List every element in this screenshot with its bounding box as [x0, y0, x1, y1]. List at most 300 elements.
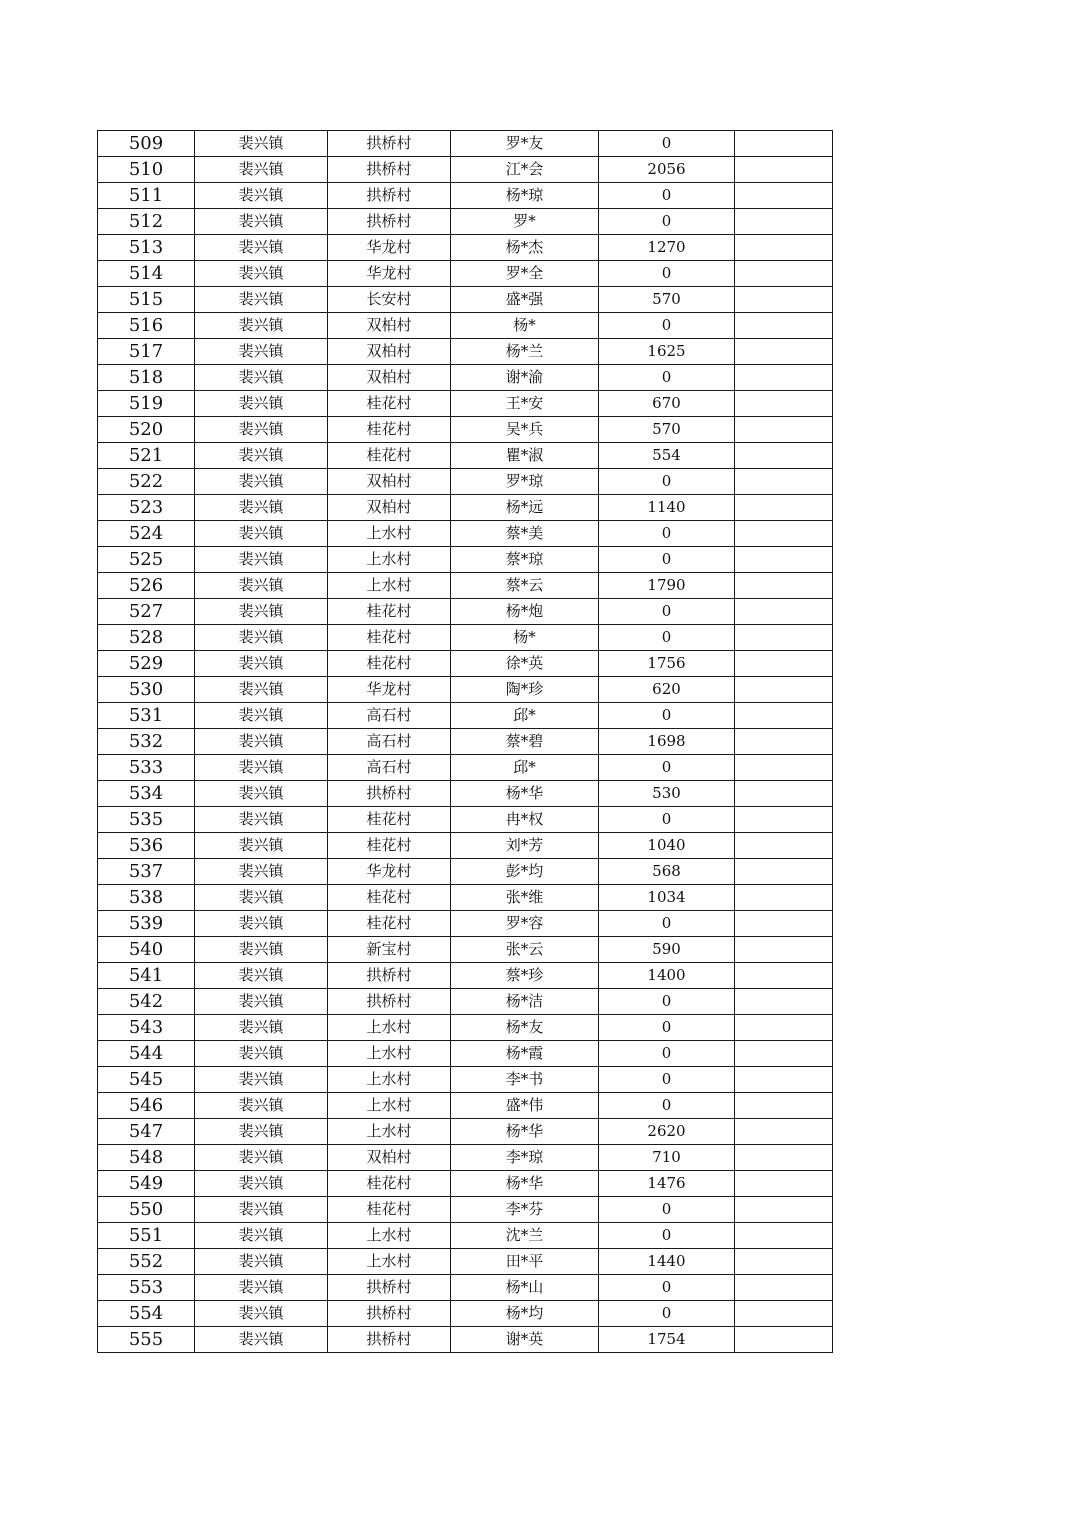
- row-number-cell: 522: [98, 469, 195, 495]
- village-cell: 桂花村: [328, 1197, 451, 1223]
- remark-cell: [735, 443, 833, 469]
- row-number-cell: 534: [98, 781, 195, 807]
- row-number-cell: 548: [98, 1145, 195, 1171]
- table-row: [98, 417, 833, 443]
- table-row: [98, 1275, 833, 1301]
- village-cell: 双柏村: [328, 313, 451, 339]
- name-cell: 谢*渝: [451, 365, 599, 391]
- row-number-cell: 546: [98, 1093, 195, 1119]
- remark-cell: [735, 235, 833, 261]
- village-cell: 上水村: [328, 573, 451, 599]
- town-cell: 裴兴镇: [195, 963, 328, 989]
- table-row: [98, 703, 833, 729]
- amount-cell: 2056: [599, 157, 735, 183]
- village-cell: 拱桥村: [328, 963, 451, 989]
- town-cell: 裴兴镇: [195, 157, 328, 183]
- remark-cell: [735, 1015, 833, 1041]
- remark-cell: [735, 1171, 833, 1197]
- amount-cell: 0: [599, 807, 735, 833]
- table-row: [98, 1197, 833, 1223]
- remark-cell: [735, 1223, 833, 1249]
- remark-cell: [735, 807, 833, 833]
- table-row: [98, 989, 833, 1015]
- remark-cell: [735, 937, 833, 963]
- table-row: [98, 235, 833, 261]
- remark-cell: [735, 1041, 833, 1067]
- amount-cell: 0: [599, 469, 735, 495]
- town-cell: 裴兴镇: [195, 755, 328, 781]
- amount-cell: 1698: [599, 729, 735, 755]
- amount-cell: 0: [599, 1197, 735, 1223]
- village-cell: 桂花村: [328, 625, 451, 651]
- remark-cell: [735, 729, 833, 755]
- table-row: [98, 599, 833, 625]
- remark-cell: [735, 885, 833, 911]
- village-cell: 桂花村: [328, 807, 451, 833]
- remark-cell: [735, 781, 833, 807]
- remark-cell: [735, 391, 833, 417]
- amount-cell: 1034: [599, 885, 735, 911]
- name-cell: 蔡*碧: [451, 729, 599, 755]
- town-cell: 裴兴镇: [195, 1275, 328, 1301]
- row-number-cell: 527: [98, 599, 195, 625]
- village-cell: 桂花村: [328, 391, 451, 417]
- amount-cell: 570: [599, 287, 735, 313]
- amount-cell: 1790: [599, 573, 735, 599]
- row-number-cell: 549: [98, 1171, 195, 1197]
- village-cell: 双柏村: [328, 339, 451, 365]
- row-number-cell: 521: [98, 443, 195, 469]
- table-row: [98, 963, 833, 989]
- village-cell: 桂花村: [328, 443, 451, 469]
- name-cell: 杨*友: [451, 1015, 599, 1041]
- row-number-cell: 519: [98, 391, 195, 417]
- remark-cell: [735, 417, 833, 443]
- row-number-cell: 515: [98, 287, 195, 313]
- row-number-cell: 511: [98, 183, 195, 209]
- village-cell: 桂花村: [328, 1171, 451, 1197]
- name-cell: 王*安: [451, 391, 599, 417]
- name-cell: 李*芬: [451, 1197, 599, 1223]
- table-row: [98, 1145, 833, 1171]
- amount-cell: 570: [599, 417, 735, 443]
- name-cell: 李*琼: [451, 1145, 599, 1171]
- table-row: [98, 469, 833, 495]
- table-row: [98, 1093, 833, 1119]
- town-cell: 裴兴镇: [195, 573, 328, 599]
- remark-cell: [735, 911, 833, 937]
- town-cell: 裴兴镇: [195, 131, 328, 157]
- village-cell: 拱桥村: [328, 183, 451, 209]
- village-cell: 上水村: [328, 1093, 451, 1119]
- town-cell: 裴兴镇: [195, 1171, 328, 1197]
- amount-cell: 620: [599, 677, 735, 703]
- remark-cell: [735, 313, 833, 339]
- remark-cell: [735, 157, 833, 183]
- row-number-cell: 533: [98, 755, 195, 781]
- town-cell: 裴兴镇: [195, 1015, 328, 1041]
- village-cell: 拱桥村: [328, 1301, 451, 1327]
- name-cell: 罗*全: [451, 261, 599, 287]
- amount-cell: 0: [599, 599, 735, 625]
- remark-cell: [735, 365, 833, 391]
- name-cell: 杨*兰: [451, 339, 599, 365]
- amount-cell: 0: [599, 1015, 735, 1041]
- row-number-cell: 540: [98, 937, 195, 963]
- village-cell: 高石村: [328, 729, 451, 755]
- name-cell: 邱*: [451, 703, 599, 729]
- amount-cell: 0: [599, 989, 735, 1015]
- amount-cell: 1625: [599, 339, 735, 365]
- remark-cell: [735, 1145, 833, 1171]
- remark-cell: [735, 261, 833, 287]
- amount-cell: 0: [599, 261, 735, 287]
- name-cell: 邱*: [451, 755, 599, 781]
- town-cell: 裴兴镇: [195, 313, 328, 339]
- remark-cell: [735, 209, 833, 235]
- table-row: [98, 677, 833, 703]
- village-cell: 高石村: [328, 755, 451, 781]
- remark-cell: [735, 287, 833, 313]
- town-cell: 裴兴镇: [195, 1093, 328, 1119]
- row-number-cell: 553: [98, 1275, 195, 1301]
- village-cell: 桂花村: [328, 911, 451, 937]
- name-cell: 杨*华: [451, 1171, 599, 1197]
- name-cell: 罗*容: [451, 911, 599, 937]
- remark-cell: [735, 1119, 833, 1145]
- name-cell: 罗*友: [451, 131, 599, 157]
- village-cell: 拱桥村: [328, 781, 451, 807]
- remark-cell: [735, 495, 833, 521]
- remark-cell: [735, 1301, 833, 1327]
- village-cell: 双柏村: [328, 1145, 451, 1171]
- remark-cell: [735, 1327, 833, 1353]
- village-cell: 华龙村: [328, 261, 451, 287]
- table-row: [98, 131, 833, 157]
- name-cell: 张*云: [451, 937, 599, 963]
- amount-cell: 1400: [599, 963, 735, 989]
- amount-cell: 1040: [599, 833, 735, 859]
- town-cell: 裴兴镇: [195, 443, 328, 469]
- village-cell: 桂花村: [328, 599, 451, 625]
- remark-cell: [735, 547, 833, 573]
- row-number-cell: 544: [98, 1041, 195, 1067]
- town-cell: 裴兴镇: [195, 469, 328, 495]
- name-cell: 杨*: [451, 313, 599, 339]
- village-cell: 上水村: [328, 1119, 451, 1145]
- amount-cell: 1476: [599, 1171, 735, 1197]
- name-cell: 刘*芳: [451, 833, 599, 859]
- row-number-cell: 516: [98, 313, 195, 339]
- table-row: [98, 1119, 833, 1145]
- remark-cell: [735, 625, 833, 651]
- row-number-cell: 547: [98, 1119, 195, 1145]
- town-cell: 裴兴镇: [195, 703, 328, 729]
- remark-cell: [735, 859, 833, 885]
- amount-cell: 710: [599, 1145, 735, 1171]
- village-cell: 上水村: [328, 521, 451, 547]
- row-number-cell: 510: [98, 157, 195, 183]
- village-cell: 双柏村: [328, 469, 451, 495]
- amount-cell: 568: [599, 859, 735, 885]
- row-number-cell: 542: [98, 989, 195, 1015]
- town-cell: 裴兴镇: [195, 677, 328, 703]
- table-row: [98, 885, 833, 911]
- amount-cell: 670: [599, 391, 735, 417]
- village-cell: 上水村: [328, 547, 451, 573]
- name-cell: 蔡*美: [451, 521, 599, 547]
- town-cell: 裴兴镇: [195, 417, 328, 443]
- name-cell: 杨*山: [451, 1275, 599, 1301]
- remark-cell: [735, 1197, 833, 1223]
- name-cell: 杨*洁: [451, 989, 599, 1015]
- table-row: [98, 313, 833, 339]
- town-cell: 裴兴镇: [195, 1301, 328, 1327]
- row-number-cell: 518: [98, 365, 195, 391]
- row-number-cell: 551: [98, 1223, 195, 1249]
- name-cell: 冉*权: [451, 807, 599, 833]
- name-cell: 彭*均: [451, 859, 599, 885]
- village-cell: 华龙村: [328, 859, 451, 885]
- village-cell: 上水村: [328, 1015, 451, 1041]
- name-cell: 罗*: [451, 209, 599, 235]
- table-row: [98, 547, 833, 573]
- town-cell: 裴兴镇: [195, 625, 328, 651]
- remark-cell: [735, 1067, 833, 1093]
- table-row: [98, 1067, 833, 1093]
- remark-cell: [735, 339, 833, 365]
- name-cell: 田*平: [451, 1249, 599, 1275]
- amount-cell: 1140: [599, 495, 735, 521]
- village-cell: 高石村: [328, 703, 451, 729]
- town-cell: 裴兴镇: [195, 651, 328, 677]
- name-cell: 吴*兵: [451, 417, 599, 443]
- remark-cell: [735, 573, 833, 599]
- amount-cell: 1440: [599, 1249, 735, 1275]
- amount-cell: 554: [599, 443, 735, 469]
- row-number-cell: 513: [98, 235, 195, 261]
- village-cell: 拱桥村: [328, 209, 451, 235]
- remark-cell: [735, 651, 833, 677]
- name-cell: 李*书: [451, 1067, 599, 1093]
- table-row: [98, 261, 833, 287]
- remark-cell: [735, 131, 833, 157]
- village-cell: 上水村: [328, 1249, 451, 1275]
- table-row: [98, 495, 833, 521]
- remark-cell: [735, 677, 833, 703]
- row-number-cell: 523: [98, 495, 195, 521]
- table-body: [98, 131, 833, 1353]
- row-number-cell: 532: [98, 729, 195, 755]
- village-cell: 长安村: [328, 287, 451, 313]
- table-row: [98, 1015, 833, 1041]
- village-cell: 双柏村: [328, 365, 451, 391]
- town-cell: 裴兴镇: [195, 287, 328, 313]
- amount-cell: 0: [599, 1301, 735, 1327]
- name-cell: 杨*: [451, 625, 599, 651]
- row-number-cell: 520: [98, 417, 195, 443]
- row-number-cell: 537: [98, 859, 195, 885]
- remark-cell: [735, 1249, 833, 1275]
- town-cell: 裴兴镇: [195, 1067, 328, 1093]
- village-cell: 上水村: [328, 1067, 451, 1093]
- row-number-cell: 545: [98, 1067, 195, 1093]
- town-cell: 裴兴镇: [195, 1197, 328, 1223]
- amount-cell: 1754: [599, 1327, 735, 1353]
- table-row: [98, 339, 833, 365]
- amount-cell: 0: [599, 625, 735, 651]
- amount-cell: 0: [599, 1067, 735, 1093]
- village-cell: 上水村: [328, 1223, 451, 1249]
- town-cell: 裴兴镇: [195, 547, 328, 573]
- amount-cell: 0: [599, 209, 735, 235]
- table-row: [98, 1301, 833, 1327]
- town-cell: 裴兴镇: [195, 1327, 328, 1353]
- table-row: [98, 729, 833, 755]
- amount-cell: 0: [599, 131, 735, 157]
- village-cell: 拱桥村: [328, 1327, 451, 1353]
- village-cell: 华龙村: [328, 677, 451, 703]
- village-cell: 新宝村: [328, 937, 451, 963]
- town-cell: 裴兴镇: [195, 599, 328, 625]
- table-row: [98, 911, 833, 937]
- row-number-cell: 541: [98, 963, 195, 989]
- amount-cell: 0: [599, 1093, 735, 1119]
- village-cell: 拱桥村: [328, 989, 451, 1015]
- village-cell: 桂花村: [328, 833, 451, 859]
- row-number-cell: 514: [98, 261, 195, 287]
- town-cell: 裴兴镇: [195, 1249, 328, 1275]
- table-row: [98, 1171, 833, 1197]
- row-number-cell: 512: [98, 209, 195, 235]
- name-cell: 杨*霞: [451, 1041, 599, 1067]
- amount-cell: 2620: [599, 1119, 735, 1145]
- table-row: [98, 157, 833, 183]
- name-cell: 徐*英: [451, 651, 599, 677]
- village-cell: 上水村: [328, 1041, 451, 1067]
- data-table: [97, 130, 833, 1353]
- amount-cell: 0: [599, 521, 735, 547]
- name-cell: 杨*华: [451, 781, 599, 807]
- remark-cell: [735, 963, 833, 989]
- town-cell: 裴兴镇: [195, 911, 328, 937]
- row-number-cell: 538: [98, 885, 195, 911]
- remark-cell: [735, 469, 833, 495]
- village-cell: 拱桥村: [328, 1275, 451, 1301]
- table-row: [98, 755, 833, 781]
- town-cell: 裴兴镇: [195, 521, 328, 547]
- row-number-cell: 543: [98, 1015, 195, 1041]
- table-row: [98, 1249, 833, 1275]
- table-row: [98, 209, 833, 235]
- row-number-cell: 555: [98, 1327, 195, 1353]
- remark-cell: [735, 703, 833, 729]
- name-cell: 杨*华: [451, 1119, 599, 1145]
- town-cell: 裴兴镇: [195, 235, 328, 261]
- row-number-cell: 539: [98, 911, 195, 937]
- row-number-cell: 552: [98, 1249, 195, 1275]
- town-cell: 裴兴镇: [195, 365, 328, 391]
- table-row: [98, 1327, 833, 1353]
- town-cell: 裴兴镇: [195, 833, 328, 859]
- row-number-cell: 536: [98, 833, 195, 859]
- name-cell: 罗*琼: [451, 469, 599, 495]
- row-number-cell: 528: [98, 625, 195, 651]
- table-row: [98, 859, 833, 885]
- table-row: [98, 521, 833, 547]
- town-cell: 裴兴镇: [195, 1119, 328, 1145]
- remark-cell: [735, 755, 833, 781]
- town-cell: 裴兴镇: [195, 391, 328, 417]
- town-cell: 裴兴镇: [195, 729, 328, 755]
- amount-cell: 0: [599, 313, 735, 339]
- remark-cell: [735, 989, 833, 1015]
- amount-cell: 0: [599, 1041, 735, 1067]
- amount-cell: 0: [599, 547, 735, 573]
- village-cell: 拱桥村: [328, 157, 451, 183]
- row-number-cell: 524: [98, 521, 195, 547]
- village-cell: 双柏村: [328, 495, 451, 521]
- name-cell: 蔡*云: [451, 573, 599, 599]
- remark-cell: [735, 183, 833, 209]
- remark-cell: [735, 833, 833, 859]
- name-cell: 张*维: [451, 885, 599, 911]
- amount-cell: 0: [599, 911, 735, 937]
- table-row: [98, 937, 833, 963]
- name-cell: 杨*均: [451, 1301, 599, 1327]
- town-cell: 裴兴镇: [195, 1223, 328, 1249]
- remark-cell: [735, 599, 833, 625]
- name-cell: 盛*伟: [451, 1093, 599, 1119]
- row-number-cell: 535: [98, 807, 195, 833]
- table-row: [98, 807, 833, 833]
- name-cell: 杨*远: [451, 495, 599, 521]
- name-cell: 杨*炮: [451, 599, 599, 625]
- town-cell: 裴兴镇: [195, 885, 328, 911]
- amount-cell: 0: [599, 183, 735, 209]
- amount-cell: 0: [599, 1275, 735, 1301]
- town-cell: 裴兴镇: [195, 261, 328, 287]
- name-cell: 陶*珍: [451, 677, 599, 703]
- amount-cell: 1756: [599, 651, 735, 677]
- amount-cell: 530: [599, 781, 735, 807]
- name-cell: 蔡*珍: [451, 963, 599, 989]
- town-cell: 裴兴镇: [195, 183, 328, 209]
- name-cell: 蔡*琼: [451, 547, 599, 573]
- row-number-cell: 529: [98, 651, 195, 677]
- table-row: [98, 287, 833, 313]
- table-row: [98, 833, 833, 859]
- town-cell: 裴兴镇: [195, 807, 328, 833]
- name-cell: 杨*杰: [451, 235, 599, 261]
- name-cell: 杨*琼: [451, 183, 599, 209]
- amount-cell: 0: [599, 755, 735, 781]
- town-cell: 裴兴镇: [195, 209, 328, 235]
- table-row: [98, 625, 833, 651]
- row-number-cell: 517: [98, 339, 195, 365]
- amount-cell: 1270: [599, 235, 735, 261]
- remark-cell: [735, 521, 833, 547]
- row-number-cell: 526: [98, 573, 195, 599]
- table-row: [98, 183, 833, 209]
- village-cell: 桂花村: [328, 651, 451, 677]
- table-row: [98, 781, 833, 807]
- table-row: [98, 443, 833, 469]
- village-cell: 桂花村: [328, 417, 451, 443]
- table-row: [98, 391, 833, 417]
- town-cell: 裴兴镇: [195, 859, 328, 885]
- row-number-cell: 554: [98, 1301, 195, 1327]
